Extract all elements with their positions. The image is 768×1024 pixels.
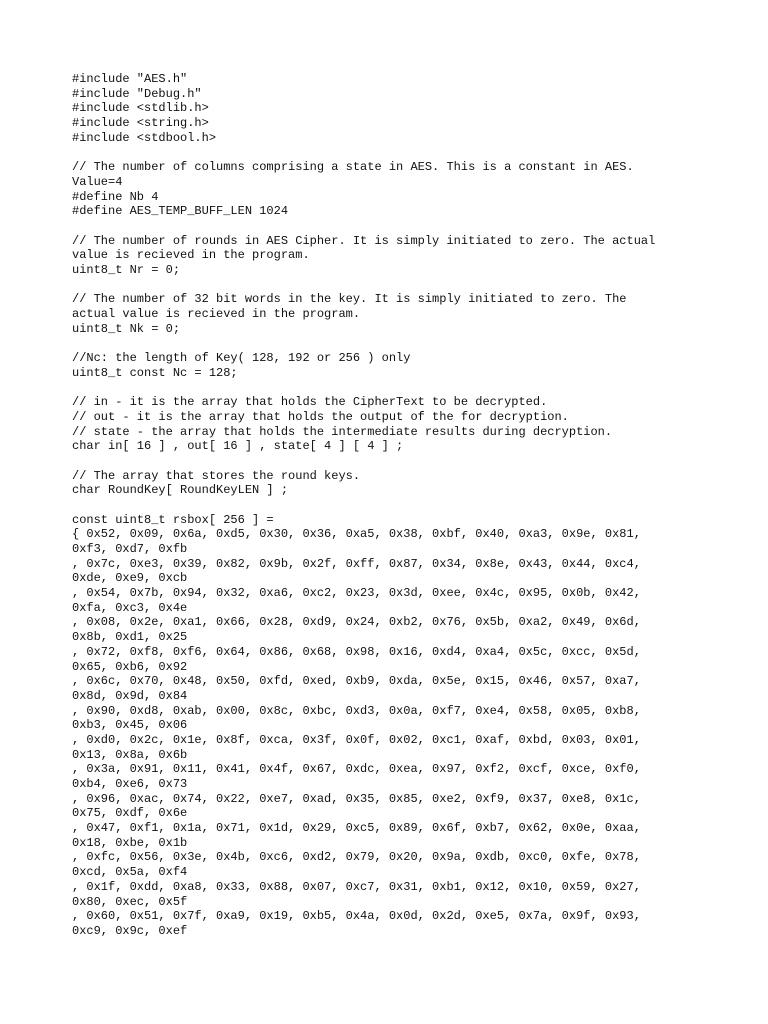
code-line: const uint8_t rsbox[ 256 ] = bbox=[72, 512, 274, 527]
code-line: , 0x08, 0x2e, 0xa1, 0x66, 0x28, 0xd9, 0x24, 0xb2, 0x76, 0x5b, 0xa2, 0x49, 0x6d, bbox=[72, 615, 641, 630]
blank-line bbox=[72, 336, 712, 351]
code-line: uint8_t Nk = 0; bbox=[72, 321, 181, 336]
blank-line bbox=[72, 380, 712, 395]
code-line: #define AES_TEMP_BUFF_LEN 1024 bbox=[72, 204, 289, 219]
nk-declaration-block bbox=[72, 292, 712, 336]
nc-declaration-block bbox=[72, 351, 712, 380]
code-document bbox=[72, 72, 712, 968]
code-line: , 0x1f, 0xdd, 0xa8, 0x33, 0x88, 0x07, 0xc7, 0x31, 0xb1, 0x12, 0x10, 0x59, 0x27, bbox=[72, 879, 641, 894]
code-line: #include "Debug.h" bbox=[72, 86, 202, 101]
code-line: 0xde, 0xe9, 0xcb bbox=[72, 571, 188, 586]
roundkey-declaration-block bbox=[72, 469, 712, 498]
code-line: { 0x52, 0x09, 0x6a, 0xd5, 0x30, 0x36, 0xa5, 0x38, 0xbf, 0x40, 0xa3, 0x9e, 0x81, bbox=[72, 527, 641, 542]
code-comment: // The number of rounds in AES Cipher. It is simply initiated to zero. The actual bbox=[72, 233, 656, 248]
code-line: 0x80, 0xec, 0x5f bbox=[72, 894, 188, 909]
code-line: , 0x3a, 0x91, 0x11, 0x41, 0x4f, 0x67, 0xdc, 0xea, 0x97, 0xf2, 0xcf, 0xce, 0xf0, bbox=[72, 762, 641, 777]
code-line: 0x75, 0xdf, 0x6e bbox=[72, 806, 188, 821]
code-line: 0xfa, 0xc3, 0x4e bbox=[72, 600, 188, 615]
code-line: , 0x6c, 0x70, 0x48, 0x50, 0xfd, 0xed, 0xb9, 0xda, 0x5e, 0x15, 0x46, 0x57, 0xa7, bbox=[72, 674, 641, 689]
blank-line bbox=[72, 498, 712, 513]
code-line: #include "AES.h" bbox=[72, 72, 188, 86]
code-comment: value is recieved in the program. bbox=[72, 248, 310, 263]
code-line: 0x8d, 0x9d, 0x84 bbox=[72, 688, 188, 703]
code-comment: actual value is recieved in the program. bbox=[72, 307, 361, 321]
blank-line bbox=[72, 278, 712, 293]
code-line: , 0x96, 0xac, 0x74, 0x22, 0xe7, 0xad, 0x35, 0x85, 0xe2, 0xf9, 0x37, 0xe8, 0x1c, bbox=[72, 791, 641, 806]
nb-define-block bbox=[72, 160, 712, 219]
code-comment: // The number of columns comprising a state in AES. This is a constant in AES. bbox=[72, 160, 634, 175]
code-comment: // out - it is the array that holds the output of the for decryption. bbox=[72, 409, 569, 424]
code-line: 0xf3, 0xd7, 0xfb bbox=[72, 542, 188, 556]
code-line: , 0xd0, 0x2c, 0x1e, 0x8f, 0xca, 0x3f, 0x0f, 0x02, 0xc1, 0xaf, 0xbd, 0x03, 0x01, bbox=[72, 732, 641, 747]
code-line: 0x8b, 0xd1, 0x25 bbox=[72, 630, 188, 645]
code-line: 0xcd, 0x5a, 0xf4 bbox=[72, 865, 188, 880]
code-comment: // in - it is the array that holds the CipherText to be decrypted. bbox=[72, 395, 548, 410]
code-line bbox=[72, 953, 712, 968]
nr-declaration-block bbox=[72, 234, 712, 278]
code-comment: Value=4 bbox=[72, 174, 123, 189]
code-line: #include <string.h> bbox=[72, 116, 209, 131]
code-line: uint8_t const Nc = 128; bbox=[72, 365, 238, 380]
blank-line bbox=[72, 145, 712, 160]
blank-line bbox=[72, 219, 712, 234]
blank-line bbox=[72, 454, 712, 469]
code-line: , 0x90, 0xd8, 0xab, 0x00, 0x8c, 0xbc, 0xd3, 0x0a, 0xf7, 0xe4, 0x58, 0x05, 0xb8, bbox=[72, 703, 641, 718]
code-line: char in[ 16 ] , out[ 16 ] , state[ 4 ] [ 4 ] ; bbox=[72, 439, 404, 454]
code-line: , 0x72, 0xf8, 0xf6, 0x64, 0x86, 0x68, 0x98, 0x16, 0xd4, 0xa4, 0x5c, 0xcc, 0x5d, bbox=[72, 644, 641, 659]
code-line: #include <stdlib.h> bbox=[72, 101, 209, 116]
code-line: 0xc9, 0x9c, 0xef bbox=[72, 923, 188, 938]
code-line: , 0xfc, 0x56, 0x3e, 0x4b, 0xc6, 0xd2, 0x79, 0x20, 0x9a, 0xdb, 0xc0, 0xfe, 0x78, bbox=[72, 850, 641, 865]
code-line: , 0x47, 0xf1, 0x1a, 0x71, 0x1d, 0x29, 0xc5, 0x89, 0x6f, 0xb7, 0x62, 0x0e, 0xaa, bbox=[72, 821, 641, 836]
code-line: uint8_t Nr = 0; bbox=[72, 262, 181, 277]
code-line: 0xb4, 0xe6, 0x73 bbox=[72, 777, 188, 791]
code-line: , 0x54, 0x7b, 0x94, 0x32, 0xa6, 0xc2, 0x23, 0x3d, 0xee, 0x4c, 0x95, 0x0b, 0x42, bbox=[72, 586, 641, 601]
arrays-declaration-block bbox=[72, 395, 712, 454]
code-line: 0x65, 0xb6, 0x92 bbox=[72, 659, 188, 674]
code-comment: // The array that stores the round keys. bbox=[72, 468, 361, 483]
code-comment: // state - the array that holds the intermediate results during decryption. bbox=[72, 424, 613, 439]
code-line: 0xb3, 0x45, 0x06 bbox=[72, 718, 188, 733]
code-comment: // The number of 32 bit words in the key. It is simply initiated to zero. The bbox=[72, 292, 627, 307]
code-line bbox=[72, 939, 712, 954]
code-line: , 0x60, 0x51, 0x7f, 0xa9, 0x19, 0xb5, 0x4a, 0x0d, 0x2d, 0xe5, 0x7a, 0x9f, 0x93, bbox=[72, 909, 641, 924]
includes-block bbox=[72, 72, 712, 145]
code-line: #define Nb 4 bbox=[72, 189, 159, 204]
code-comment: //Nc: the length of Key( 128, 192 or 256 ) only bbox=[72, 351, 411, 366]
code-line: #include <stdbool.h> bbox=[72, 130, 217, 145]
rsbox-table-block bbox=[72, 513, 712, 968]
code-line: 0x18, 0xbe, 0x1b bbox=[72, 835, 188, 850]
code-line: char RoundKey[ RoundKeyLEN ] ; bbox=[72, 483, 289, 498]
code-line: , 0x7c, 0xe3, 0x39, 0x82, 0x9b, 0x2f, 0xff, 0x87, 0x34, 0x8e, 0x43, 0x44, 0xc4, bbox=[72, 556, 641, 571]
code-line: 0x13, 0x8a, 0x6b bbox=[72, 747, 188, 762]
